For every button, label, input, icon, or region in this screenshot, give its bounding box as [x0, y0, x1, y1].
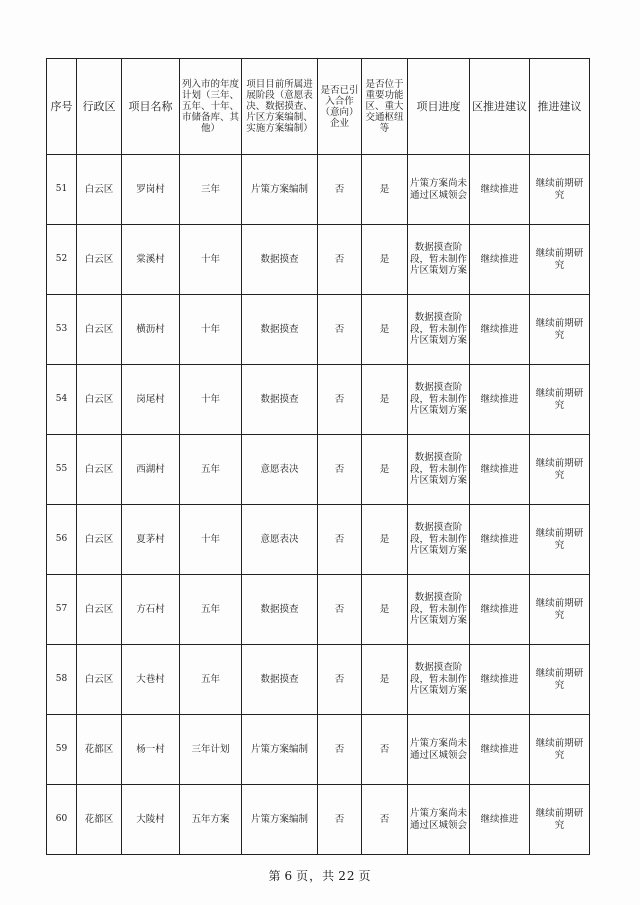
- cell-progress: 数据摸查阶段，暂未制作片区策划方案: [408, 435, 470, 505]
- cell-index: 59: [47, 715, 77, 785]
- cell-key-area: 是: [362, 365, 408, 435]
- footer-prefix: 第: [268, 869, 282, 883]
- header-key-area: 是否位于重要功能区、重大交通枢纽等: [362, 59, 408, 155]
- cell-stage: 数据摸查: [242, 225, 318, 295]
- cell-district-advice: 继续推进: [470, 645, 530, 715]
- cell-annual-plan: 五年: [180, 575, 242, 645]
- cell-progress: 数据摸查阶段，暂未制作片区策划方案: [408, 645, 470, 715]
- cell-stage: 片策方案编制: [242, 155, 318, 225]
- cell-index: 57: [47, 575, 77, 645]
- cell-advice: 继续前期研究: [530, 295, 590, 365]
- table-row: [47, 645, 590, 715]
- table-row: [47, 295, 590, 365]
- cell-annual-plan: 三年: [180, 155, 242, 225]
- cell-annual-plan: 十年: [180, 505, 242, 575]
- cell-annual-plan: 十年: [180, 295, 242, 365]
- footer-total-pages: 22: [338, 869, 356, 883]
- cell-annual-plan: 三年计划: [180, 715, 242, 785]
- cell-project-name: 方石村: [122, 575, 180, 645]
- cell-partner: 否: [318, 785, 362, 855]
- table-row: [47, 505, 590, 575]
- cell-annual-plan: 五年: [180, 435, 242, 505]
- cell-stage: 数据摸查: [242, 365, 318, 435]
- cell-partner: 否: [318, 225, 362, 295]
- cell-index: 56: [47, 505, 77, 575]
- cell-district: 白云区: [77, 365, 122, 435]
- cell-key-area: 是: [362, 435, 408, 505]
- cell-progress: 片策方案尚未通过区城领会: [408, 715, 470, 785]
- cell-annual-plan: 五年: [180, 645, 242, 715]
- table-row: [47, 155, 590, 225]
- cell-partner: 否: [318, 645, 362, 715]
- cell-partner: 否: [318, 505, 362, 575]
- cell-project-name: 杨一村: [122, 715, 180, 785]
- cell-key-area: 是: [362, 645, 408, 715]
- header-annual-plan: 列入市的年度计划（三年、五年、十年、市储备库、其他）: [180, 59, 242, 155]
- footer-page-number: 6: [284, 869, 294, 883]
- header-row: [47, 59, 590, 155]
- header-district-advice: 区推进建议: [470, 59, 530, 155]
- cell-index: 54: [47, 365, 77, 435]
- cell-annual-plan: 十年: [180, 365, 242, 435]
- table-row: [47, 715, 590, 785]
- cell-advice: 继续前期研究: [530, 155, 590, 225]
- header-partner: 是否已引入合作（意向）企业: [318, 59, 362, 155]
- cell-project-name: 岗尾村: [122, 365, 180, 435]
- cell-partner: 否: [318, 295, 362, 365]
- cell-district: 白云区: [77, 435, 122, 505]
- cell-progress: 片策方案尚未通过区城领会: [408, 155, 470, 225]
- table-row: [47, 785, 590, 855]
- cell-district-advice: 继续推进: [470, 575, 530, 645]
- header-index: 序号: [47, 59, 77, 155]
- cell-district-advice: 继续推进: [470, 715, 530, 785]
- header-progress: 项目进度: [408, 59, 470, 155]
- cell-stage: 数据摸查: [242, 295, 318, 365]
- cell-district: 白云区: [77, 575, 122, 645]
- cell-key-area: 是: [362, 505, 408, 575]
- cell-district-advice: 继续推进: [470, 225, 530, 295]
- cell-key-area: 是: [362, 575, 408, 645]
- cell-annual-plan: 十年: [180, 225, 242, 295]
- cell-project-name: 棠溪村: [122, 225, 180, 295]
- cell-partner: 否: [318, 155, 362, 225]
- header-advice: 推进建议: [530, 59, 590, 155]
- cell-district-advice: 继续推进: [470, 295, 530, 365]
- header-district: 行政区: [77, 59, 122, 155]
- cell-district: 白云区: [77, 295, 122, 365]
- cell-partner: 否: [318, 435, 362, 505]
- cell-progress: 片策方案尚未通过区城领会: [408, 785, 470, 855]
- cell-district: 白云区: [77, 505, 122, 575]
- cell-advice: 继续前期研究: [530, 645, 590, 715]
- cell-advice: 继续前期研究: [530, 435, 590, 505]
- cell-key-area: 否: [362, 715, 408, 785]
- cell-index: 60: [47, 785, 77, 855]
- cell-district: 白云区: [77, 645, 122, 715]
- cell-progress: 数据摸查阶段，暂未制作片区策划方案: [408, 575, 470, 645]
- cell-district: 花都区: [77, 715, 122, 785]
- cell-progress: 数据摸查阶段，暂未制作片区策划方案: [408, 365, 470, 435]
- project-table: [46, 58, 590, 855]
- cell-index: 53: [47, 295, 77, 365]
- cell-project-name: 大巷村: [122, 645, 180, 715]
- cell-district-advice: 继续推进: [470, 365, 530, 435]
- cell-partner: 否: [318, 715, 362, 785]
- table-row: [47, 365, 590, 435]
- cell-index: 52: [47, 225, 77, 295]
- cell-district-advice: 继续推进: [470, 785, 530, 855]
- cell-district-advice: 继续推进: [470, 505, 530, 575]
- cell-progress: 数据摸查阶段，暂未制作片区策划方案: [408, 295, 470, 365]
- table-row: [47, 435, 590, 505]
- table-row: [47, 575, 590, 645]
- cell-advice: 继续前期研究: [530, 505, 590, 575]
- cell-project-name: 横沥村: [122, 295, 180, 365]
- cell-key-area: 是: [362, 155, 408, 225]
- cell-key-area: 是: [362, 295, 408, 365]
- cell-project-name: 夏茅村: [122, 505, 180, 575]
- cell-partner: 否: [318, 365, 362, 435]
- cell-advice: 继续前期研究: [530, 785, 590, 855]
- cell-stage: 片策方案编制: [242, 715, 318, 785]
- cell-index: 55: [47, 435, 77, 505]
- cell-key-area: 否: [362, 785, 408, 855]
- cell-stage: 意愿表决: [242, 435, 318, 505]
- cell-index: 58: [47, 645, 77, 715]
- cell-district-advice: 继续推进: [470, 155, 530, 225]
- cell-stage: 片策方案编制: [242, 785, 318, 855]
- cell-district: 白云区: [77, 155, 122, 225]
- cell-progress: 数据摸查阶段，暂未制作片区策划方案: [408, 505, 470, 575]
- cell-project-name: 西湖村: [122, 435, 180, 505]
- cell-district-advice: 继续推进: [470, 435, 530, 505]
- cell-progress: 数据摸查阶段，暂未制作片区策划方案: [408, 225, 470, 295]
- cell-district: 白云区: [77, 225, 122, 295]
- cell-index: 51: [47, 155, 77, 225]
- cell-stage: 意愿表决: [242, 505, 318, 575]
- header-stage: 项目目前所属进展阶段（意愿表决、数据摸查、片区方案编制、实施方案编制）: [242, 59, 318, 155]
- page-footer: [0, 867, 640, 884]
- footer-suffix: 页: [358, 869, 372, 883]
- cell-stage: 数据摸查: [242, 575, 318, 645]
- cell-project-name: 罗岗村: [122, 155, 180, 225]
- cell-stage: 数据摸查: [242, 645, 318, 715]
- cell-advice: 继续前期研究: [530, 715, 590, 785]
- table-row: [47, 225, 590, 295]
- cell-advice: 继续前期研究: [530, 225, 590, 295]
- cell-project-name: 大陵村: [122, 785, 180, 855]
- footer-mid: 页，共: [296, 869, 336, 883]
- cell-advice: 继续前期研究: [530, 365, 590, 435]
- cell-advice: 继续前期研究: [530, 575, 590, 645]
- cell-partner: 否: [318, 575, 362, 645]
- cell-key-area: 是: [362, 225, 408, 295]
- cell-district: 花都区: [77, 785, 122, 855]
- header-project-name: 项目名称: [122, 59, 180, 155]
- cell-annual-plan: 五年方案: [180, 785, 242, 855]
